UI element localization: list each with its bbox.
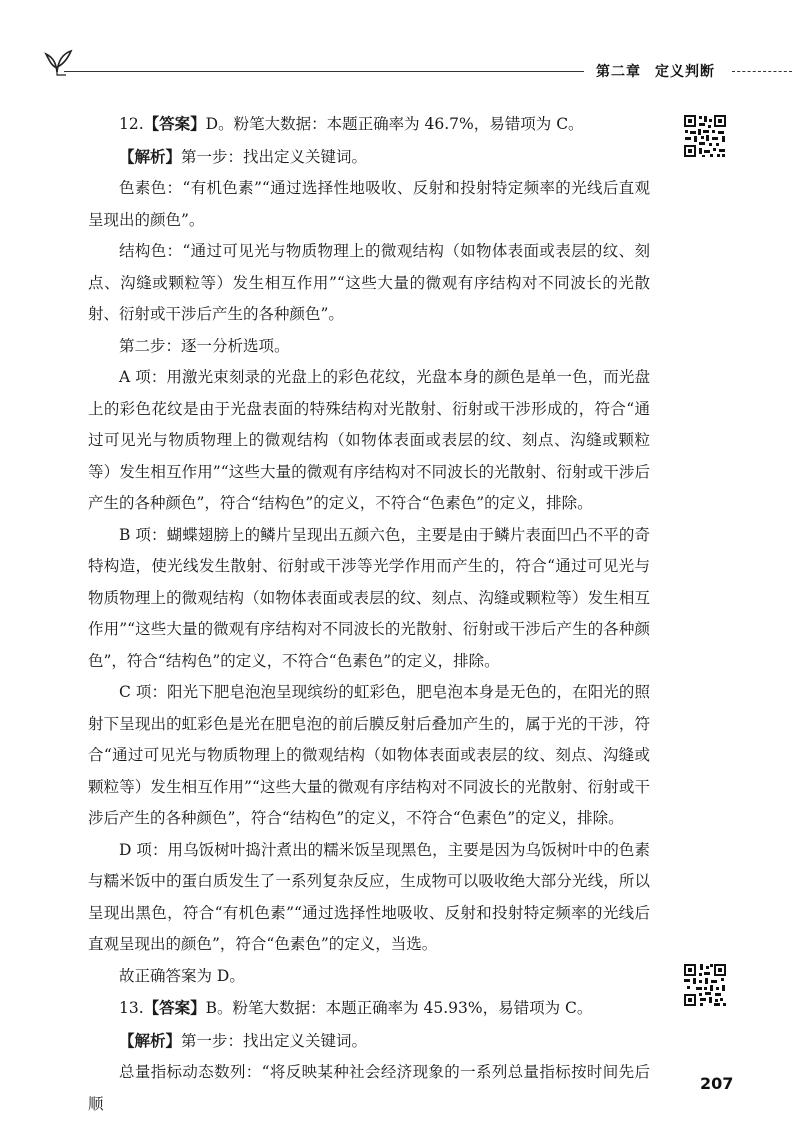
q12-option-c: C 项：阳光下肥皂泡泡呈现缤纷的虹彩色，肥皂泡本身是无色的，在阳光的照射下呈现出的虹彩色是光在肥皂泡的前后膜反射后叠加产生的，属于光的干涉，符合“通过可见光与物质物理上的微观结构（如物体表面或表层的纹、刻点、沟缝或颗粒等）发生相互作用”“这些大量的微观有序结构对不同波长的光散射、衍射或干涉后产生的各种颜色”，符合“结构色”的定义，不符合“色素色”的定义，排除。 [88, 683, 650, 827]
q12-analysis-text: 第一步：找出定义关键词。 [181, 147, 368, 166]
q13-analysis-text: 第一步：找出定义关键词。 [181, 1031, 368, 1050]
q12-answer-line [88, 108, 650, 141]
q13-definition: 总量指标动态数列：“将反映某种社会经济现象的一系列总量指标按时间先后顺 [88, 1063, 650, 1113]
chapter-title [596, 61, 715, 81]
header-rule-right [732, 71, 792, 72]
q12-pigment-definition: 色素色：“有机色素”“通过选择性地吸收、反射和投射特定频率的光线后直观呈现出的颜色”。 [88, 179, 650, 229]
q12-option-a: A 项：用激光束刻录的光盘上的彩色花纹，光盘本身的颜色是单一色，而光盘上的彩色花纹是由于光盘表面的特殊结构对光散射、衍射或干涉形成的，符合“通过可见光与物质物理上的微观结构（如物体表面或表层的纹、刻点、沟缝或颗粒等）发生相互作用”“这些大量的微观有序结构对不同波长的光散射、衍射或干涉后产生的各种颜色”，符合“结构色”的定义，不符合“色素色”的定义，排除。 [88, 368, 650, 512]
q12-analysis-line [88, 141, 650, 174]
page-number: 207 [700, 1074, 734, 1093]
chapter-label: 第二章 [596, 64, 641, 80]
q12-conclusion: 故正确答案为 D。 [119, 966, 245, 985]
q13-answer-tag: 【答案】 [143, 998, 206, 1017]
q13-analysis-line [88, 1025, 650, 1058]
q12-answer-tag: 【答案】 [143, 114, 206, 133]
q13-number: 13. [119, 999, 144, 1017]
header-rule-left [64, 71, 584, 72]
q12-option-d: D 项：用乌饭树叶捣汁煮出的糯米饭呈现黑色，主要是因为乌饭树叶中的色素与糯米饭中的蛋白质发生了一系列复杂反应，生成物可以吸收绝大部分光线，所以呈现出黑色，符合“有机色素”“通过选择性地吸收、反射和投射特定频率的光线后直观呈现出的颜色”，符合“色素色”的定义，当选。 [88, 840, 650, 953]
section-label: 定义判断 [655, 64, 715, 80]
q12-number: 12. [119, 115, 144, 133]
qr-code-icon[interactable] [682, 113, 728, 159]
q12-structural-definition: 结构色：“通过可见光与物质物理上的微观结构（如物体表面或表层的纹、刻点、沟缝或颗粒等）发生相互作用”“这些大量的微观有序结构对不同波长的光散射、衍射或干涉后产生的各种颜色”。 [88, 242, 650, 323]
q12-option-b: B 项：蝴蝶翅膀上的鳞片呈现出五颜六色，主要是由于鳞片表面凹凸不平的奇特构造，使光线发生散射、衍射或干涉等光学作用而产生的，符合“通过可见光与物质物理上的微观结构（如物体表面或表层的纹、刻点、沟缝或颗粒等）发生相互作用”“这些大量的微观有序结构对不同波长的光散射、衍射或干涉后产生的各种颜色”，符合“结构色”的定义，不符合“色素色”的定义，排除。 [88, 525, 650, 670]
page-body [88, 108, 650, 1120]
q12-analysis-tag: 【解析】 [119, 146, 182, 166]
q12-answer-text: D。粉笔大数据：本题正确率为 46.7%，易错项为 C。 [205, 115, 584, 133]
q13-analysis-tag: 【解析】 [119, 1030, 182, 1050]
q13-answer-line [88, 992, 650, 1025]
page-header [0, 0, 800, 90]
q13-answer-text: B。粉笔大数据：本题正确率为 45.93%，易错项为 C。 [205, 999, 593, 1017]
qr-code-icon[interactable] [682, 962, 728, 1008]
q12-step2: 第二步：逐一分析选项。 [119, 336, 290, 355]
